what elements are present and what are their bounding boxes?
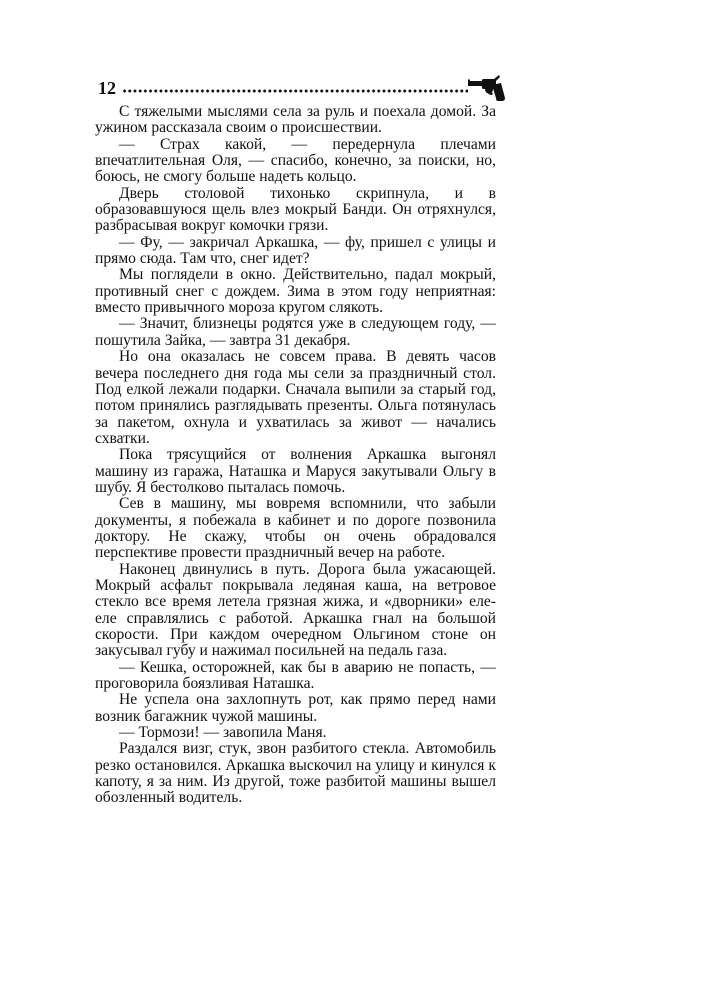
paragraph: Пока трясущийся от волнения Аркашка выгонял машину из гаража, Наташка и Маруся закутывали Ольгу в шубу. Я бестолково пыталась помочь. bbox=[95, 446, 496, 496]
dotted-rule bbox=[122, 89, 468, 93]
revolver-icon bbox=[468, 74, 506, 102]
paragraph: Мы поглядели в окно. Действительно, падал мокрый, противный снег с дождем. Зима в этом году неприятная: вместо привычного мороза кругом слякоть. bbox=[95, 266, 496, 317]
paragraph: — Значит, близнецы родятся уже в следующем году, — пошутила Зайка, — завтра 31 декабря. bbox=[95, 315, 496, 349]
paragraph: — Фу, — закричал Аркашка, — фу, пришел с улицы и прямо сюда. Там что, снег идет? bbox=[95, 233, 496, 268]
paragraph: Наконец двинулись в путь. Дорога была ужасающей. Мокрый асфальт покрывала ледяная каша, на ветровое стекло все время летела грязная жижа, и «дворники» еле-еле справлялись с работой. Аркашка гнал на большой скорости. При каждом очередном Ольгином стоне он закусывал губу и нажимал посильней на педаль газа. bbox=[95, 560, 496, 660]
paragraph: Раздался визг, стук, звон разбитого стекла. Автомобиль резко остановился. Аркашка выскочил на улицу и кинулся к капоту, я за ним. Из другой, тоже разбитой машины вышел обозленный водитель. bbox=[95, 740, 496, 807]
paragraph: Но она оказалась не совсем права. В девять часов вечера последнего дня года мы сели за праздничный стол. Под елкой лежали подарки. Сначала выпили за старый год, потом принялись разглядывать презенты. Ольга потянулась за пакетом, охнула и ухватилась за живот — начались схватки. bbox=[95, 348, 496, 447]
paragraph: Дверь столовой тихонько скрипнула, и в образовавшуюся щель влез мокрый Банди. Он отряхнулся, разбрасывая вокруг комочки грязи. bbox=[95, 184, 496, 235]
paragraph: — Страх какой, — передернула плечами впечатлительная Оля, — спасибо, конечно, за поиски, но, боюсь, не смогу больше надеть кольцо. bbox=[95, 135, 496, 186]
paragraph: — Кешка, осторожней, как бы в аварию не попасть, — проговорила боязливая Наташка. bbox=[95, 658, 496, 693]
page-number: 12 bbox=[98, 78, 116, 98]
page-header bbox=[98, 74, 506, 104]
paragraph: Не успела она захлопнуть рот, как прямо перед нами возник багажник чужой машины. bbox=[95, 691, 496, 725]
paragraph: С тяжелыми мыслями села за руль и поехала домой. За ужином рассказала своим о происшествии. bbox=[95, 103, 496, 137]
paragraph: — Тормози! — завопила Маня. bbox=[119, 724, 327, 742]
paragraph: Сев в машину, мы вовремя вспомнили, что забыли документы, я побежала в кабинет и по дороге позвонила доктору. Не скажу, чтобы он очень обрадовался перспективе провести праздничный вечер на работе. bbox=[95, 495, 496, 562]
book-text bbox=[95, 104, 496, 807]
